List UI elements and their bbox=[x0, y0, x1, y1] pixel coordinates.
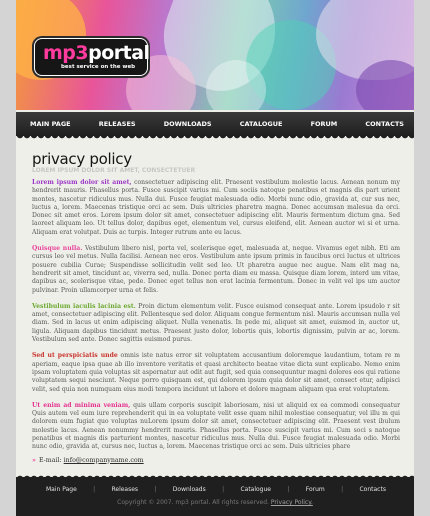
paragraph-lead: Quisque nulla. bbox=[32, 245, 83, 253]
paragraph-text: Proin dictum elementum velit. Fusce euismod consequat ante. Lorem ipsudolo r sit amet, consectetuer adipiscing elit. Pellentesque sed dolor. Aliquam congue fermentum nisl. Mauris accumsan nulla vel diam. Sed in lacus ut enim adipiscing aliquet. Nulla venenatis. In pede mi, aliquet sit amet, euismod in, auctor ut, ligula. Aliquam dapibus tincidunt metus. Praesent justo dolor, lobortis quis, lobortis dignissim, pulvin ar ac, lorem. Vestibulum sed ante. Donec sagittis euismod purus. bbox=[32, 302, 400, 344]
nav-main-page[interactable]: MAIN PAGE bbox=[30, 120, 71, 128]
page bbox=[16, 0, 414, 516]
footer-separator: | bbox=[93, 486, 96, 493]
double-arrow-icon: » bbox=[32, 456, 36, 464]
paragraph bbox=[32, 402, 400, 452]
paragraph-lead: Lorem ipsum dolor sit amet, bbox=[32, 179, 132, 186]
paragraph-text: omnis iste natus error sit voluptatem accusantium doloremque laudantium, totam re m aperiam, eaque ipsa quae ab illo inventore veritatis et quasi architecto beatae vitae dicta sunt explicabo. Nemo enim ipsam voluptatem quia voluptas sit aspernatur aut odit aut fugit, sed quia consequuntur magni dolores eos qui ratione voluptatem sequi nesciunt. Neque porro quisquam est, qui dolorem ipsum quia dolor sit amet, consect etur, adipisci velit, sed quia non numquam eius modi tempora incidunt ut labore et dolore magnam aliquam qua erat voluptatem. bbox=[32, 352, 400, 393]
footer-separator: | bbox=[222, 486, 225, 493]
paragraph-text: consectetuer adipiscing elit. Praesent vestibulum molestie lacus. Aenean nonum my hendrerit mauris. Phasellus porta. Fusce suscipit varius mi. Cum sociis natoque penatibus et magnis dis part urient montes, nascetur ridiculus mus. Nulla dui. Fusce feugiat malesuada odio. Morbi nunc odio, gravida at, cur sus nec, luctus a, lorem. Maecenas tristique orci ac sem. Duis ultricies pharetra magna. Donec accumsan malesua da orci. Donec sit amet eros. Lorem ipsum dolor sit amet, consectetuer adipiscing elit. Mauris fermentum dictum gna. Sed laoreet aliquam leo. Ut tellus dolor, dapibus eget, elementum vel, cursus eleifend, elit. Aenean auctor wi si et urna. Aliquam erat volutpat. Duis ac turpis. Integer rutrum ante eu lacus. bbox=[32, 179, 400, 236]
nav-contacts[interactable]: CONTACTS bbox=[365, 120, 404, 128]
footer-separator: | bbox=[287, 486, 290, 493]
footer-link-releases[interactable]: Releases bbox=[111, 486, 139, 493]
footer-link-main-page[interactable]: Main Page bbox=[46, 486, 77, 493]
footer bbox=[16, 477, 414, 516]
paragraph bbox=[32, 303, 400, 344]
email-line bbox=[32, 457, 400, 464]
footer-link-forum[interactable]: Forum bbox=[305, 486, 325, 493]
paragraph bbox=[32, 245, 400, 295]
logo-title bbox=[43, 42, 150, 64]
paragraph-lead: Sed ut perspiciatis unde bbox=[32, 352, 118, 360]
page-subtitle: LOREM IPSUM DOLOR SIT AMET, CONSECTETUER bbox=[32, 167, 196, 174]
nav-catalogue[interactable]: CATALOGUE bbox=[239, 120, 283, 128]
logo-tagline: best service on the web bbox=[61, 64, 136, 70]
nav-forum[interactable]: FORUM bbox=[310, 120, 338, 128]
email-label: E-mail: bbox=[38, 456, 62, 464]
footer-link-contacts[interactable]: Contacts bbox=[359, 486, 386, 493]
footer-separator: | bbox=[154, 486, 157, 493]
copyright bbox=[16, 499, 414, 506]
logo-part-mp3: mp3 bbox=[43, 42, 89, 64]
main-content bbox=[32, 150, 400, 464]
footer-link-downloads[interactable]: Downloads bbox=[172, 486, 206, 493]
main-nav bbox=[16, 112, 414, 136]
paragraph-lead: Vestibulum iaculis lacinia est. bbox=[32, 302, 136, 310]
privacy-policy-link[interactable]: Privacy Policy. bbox=[270, 499, 313, 506]
footer-nav bbox=[46, 486, 386, 493]
copyright-text: Copyright © 2007. mp3 portal. All rights reserved. bbox=[117, 499, 269, 506]
paragraph-lead: Ut enim ad minima veniam, bbox=[32, 401, 131, 409]
paragraph bbox=[32, 352, 400, 393]
footer-separator: | bbox=[341, 486, 344, 493]
paragraph bbox=[32, 179, 400, 237]
nav-downloads[interactable]: DOWNLOADS bbox=[163, 120, 212, 128]
logo-part-portal: portal bbox=[88, 42, 150, 64]
footer-link-catalogue[interactable]: Catalogue bbox=[240, 486, 271, 493]
site-logo[interactable] bbox=[34, 38, 148, 76]
header-banner bbox=[16, 0, 414, 110]
paragraph-text: quis ullam corporis suscipit laboriosam, nisi ut aliquid ex ea commodi consequatur Quis autem vel eum iure reprehenderit qui in ea voluptate velit esse quam nihil molestiae consequatur, vel illu m qui dolorem eum fugiat quo voluptas nuLorem ipsum dolor sit amet, consectetuer adipiscing elit. Praesent vest ibulum molestie lacus. Aenean nonummy hendrerit mauris. Phasellus porta. Fusce suscipit varius mi. Cum soci s natoque penatibus et magnis dis parturient montes, nascetur ridiculus mus. Nulla dui. Fusce feugiat malesuada odio. Morbi nunc odio, gravida at, cursus nec, luctus a, lorem. Maecenas tristique orci ac sem. Duis ultricies phare bbox=[32, 401, 400, 451]
nav-torn-edge bbox=[16, 136, 414, 142]
nav-releases[interactable]: RELEASES bbox=[98, 120, 136, 128]
paragraph-text: Vestibulum libero nisl, porta vel, scelerisque eget, malesuada at, neque. Vivamus eget nibh. Eti am cursus leo vel metus. Nulla facilisi. Aenean nec eros. Vestibulum ante ipsum primis in faucibus orci luctus et ultrices posuere cubilia Curae; Suspendisse sollicitudin velit sed leo. Ut pharetra augue nec augue. Nam elit mag na, hendrerit sit amet, tincidunt ac, viverra sed, nulla. Donec porta diam eu massa. Quisque diam lorem, interd um vitae, dapibus ac, scelerisque vitae, pede. Donec eget tellus non erat lacinia fermentum. Donec in velit vel ips um auctor pulvinar. Proin ullamcorper urna et felis. bbox=[32, 245, 400, 294]
email-link[interactable]: info@companyname.com bbox=[63, 456, 144, 464]
page-title: privacy policy bbox=[32, 150, 132, 168]
